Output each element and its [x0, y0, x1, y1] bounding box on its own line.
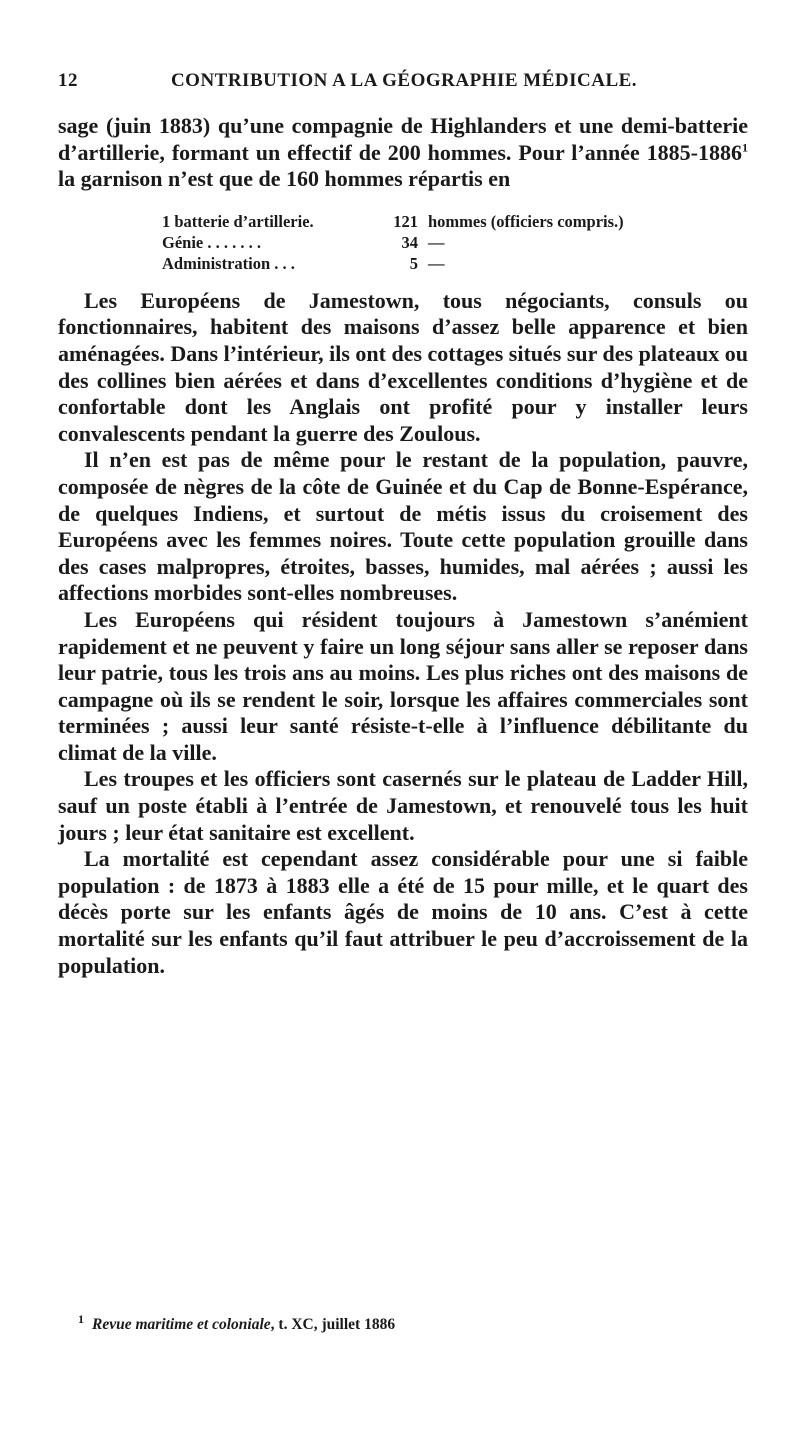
- garrison-note: —: [428, 232, 445, 252]
- garrison-note: hommes (officiers compris.): [428, 211, 624, 231]
- paragraph-intro-part-b: la garnison n’est que de 160 hommes répartis en: [58, 166, 511, 192]
- garrison-row: [162, 211, 748, 232]
- paragraph-intro-part-a: sage (juin 1883) qu’une compagnie de Highlanders et une demi-batterie d’artillerie, formant un effectif de 200 hommes. Pour l’année 1885-1886: [58, 113, 748, 165]
- garrison-row: [162, 253, 748, 274]
- paragraph-intro: [58, 113, 748, 193]
- paragraph-mortality: La mortalité est cependant assez considérable pour une si faible population : de 1873 à 1883 elle a été de 15 pour mille, et le quart des décès porte sur les enfants âgés de moins de 10 ans. C’est à cette mortalité sur les enfants qu’il faut attribuer le peu d’accroissement de la population.: [58, 846, 748, 978]
- garrison-table: [162, 211, 748, 274]
- body-text: [58, 113, 748, 979]
- paragraph-europeans-health: Les Européens qui résident toujours à Jamestown s’anémient rapidement et ne peuvent y faire un long séjour sans aller se reposer dans leur patrie, tous les trois ans au moins. Les plus riches ont des maisons de campagne où ils se rendent le soir, lorsque les affaires commerciales sont terminées ; aussi leur santé résiste-t-elle à l’influence débilitante du climat de la ville.: [58, 606, 748, 765]
- footnote-details: , t. XC, juillet 1886: [270, 1316, 396, 1334]
- paragraph-europeans-housing: Les Européens de Jamestown, tous négociants, consuls ou fonctionnaires, habitent des maisons d’assez belle apparence et bien aménagées. Dans l’intérieur, ils ont des cottages situés sur des plateaux ou des collines bien aérées et dans d’excellentes conditions d’hygiène et de confortable dont les Anglais ont profité pour y installer leurs convalescents pendant la guerre des Zoulous.: [58, 287, 748, 446]
- page-number: 12: [58, 70, 78, 91]
- garrison-unit: Administration . . .: [162, 253, 295, 273]
- garrison-count: 121: [393, 211, 418, 231]
- footnote-source-title: Revue maritime et coloniale: [92, 1316, 271, 1334]
- garrison-unit: 1 batterie d’artillerie.: [162, 211, 314, 231]
- footnote: [78, 1312, 395, 1334]
- running-title: CONTRIBUTION A LA GÉOGRAPHIE MÉDICALE.: [170, 70, 638, 91]
- page-header: [58, 70, 750, 100]
- garrison-count: 34: [401, 232, 418, 252]
- footnote-reference: 1: [742, 140, 748, 155]
- garrison-count: 5: [409, 253, 418, 273]
- footnote-mark: 1: [78, 1312, 84, 1326]
- garrison-row: [162, 232, 748, 253]
- garrison-unit: Génie . . . . . . .: [162, 232, 261, 252]
- paragraph-troops: Les troupes et les officiers sont casernés sur le plateau de Ladder Hill, sauf un poste établi à l’entrée de Jamestown, et renouvelé tous les huit jours ; leur état sanitaire est excellent.: [58, 766, 748, 845]
- garrison-note: —: [428, 253, 445, 273]
- paragraph-poor-population: Il n’en est pas de même pour le restant de la population, pauvre, composée de nègres de la côte de Guinée et du Cap de Bonne-Espérance, de quelques Indiens, et surtout de métis issus du croisement des Européens avec les femmes noires. Toute cette population grouille dans des cases malpropres, étroites, basses, humides, mal aérées ; aussi les affections morbides sont-elles nombreuses.: [58, 447, 748, 606]
